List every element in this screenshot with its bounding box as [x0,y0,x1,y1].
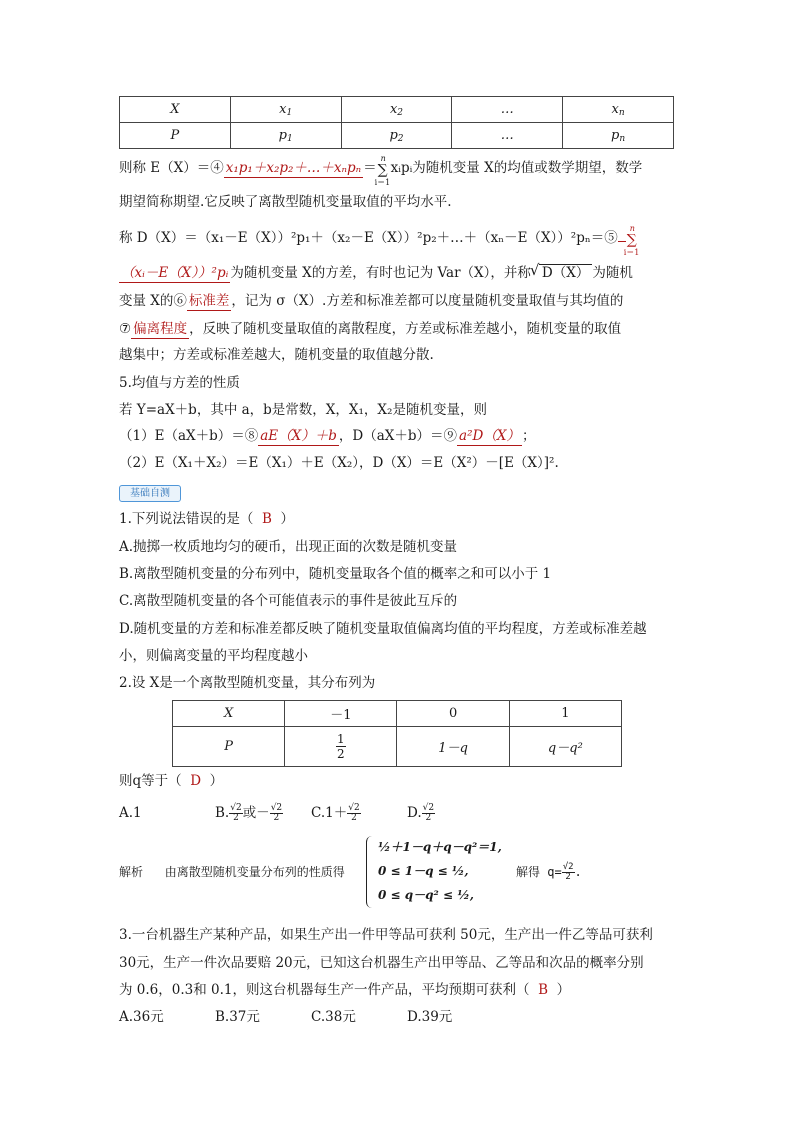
table1-cell: $x_2$ [341,97,452,123]
answer-7: 偏离程度 [133,321,188,337]
table2-cell: 1 [509,701,621,727]
table1-cell: $x_1$ [230,97,341,123]
sum-symbol: n ∑ i＝1 [374,153,391,187]
table2-header-x: X [173,701,285,727]
property-1: （1）E（aX＋b）＝⑧ aE（X）＋b ，D（aX＋b）＝⑨ a²D（X） ； [119,428,536,444]
section-heading: 5.均值与方差的性质 [119,375,240,391]
solution-label: 解析 由离散型随机变量分布列的性质得 [119,865,345,879]
answer-q3: B [538,982,549,998]
answer-q1: B [261,511,272,527]
equation-1: ½＋1－q＋q－q²＝1, [378,840,502,854]
distribution-table-1 [119,96,674,149]
sum-symbol: n ∑ i＝1 [623,223,640,257]
table1-cell: $x_n$ [563,97,674,123]
table2-cell: －1 [285,701,397,727]
table2-cell: 1－q [397,727,509,767]
dispersion-sentence: 越集中；方差或标准差越大，随机变量的取值越分散. [119,347,434,363]
table1-cell: $p_2$ [341,123,452,149]
table2-cell: 0 [397,701,509,727]
q2-option-c: C.1＋ $\frac{√2}{2}$ [311,803,360,823]
variance-formula: 称 D（X）＝（x₁－E（X））²p₁＋（x₂－E（X））²p₂＋…＋（xₙ－E（X））²pₙ＝⑤ n ∑ i＝1 [119,223,640,257]
table1-cell: … [452,97,563,123]
table1-header-p: P [120,123,231,149]
answer-4: x₁p₁＋x₂p₂＋…＋xₙpₙ [225,160,362,176]
q2-option-d: D. $\frac{√2}{2}$ [407,803,435,823]
expectation-note: 期望简称期望.它反映了离散型随机变量取值的平均水平. [119,194,452,210]
q1-option-c: C.离散型随机变量的各个可能值表示的事件是彼此互斥的 [119,593,458,609]
equation-2: 0 ≤ 1－q ≤ ½, [378,864,469,878]
deviation-sentence: ⑦ 偏离程度 ，反映了随机变量取值的离散程度，方差或标准差越小，随机变量的取值 [119,321,622,337]
answer-9: a²D（X） [459,428,520,444]
q1-option-d: D.随机变量的方差和标准差都反映了随机变量取值偏离均值的平均程度，方差或标准差越 [119,621,647,637]
property-2: （2）E（X₁＋X₂）＝E（X₁）＋E（X₂），D（X）＝E（X²）－[E（X）]². [119,455,559,471]
table2-cell-half: $\frac{1}{2}$ [285,727,397,767]
q3-option-b: B.37元 [215,1009,260,1025]
table1-header-x: X [120,97,231,123]
table1-cell: $p_n$ [563,123,674,149]
answer-6: 标准差 [188,293,230,309]
expectation-definition: 则称 E（X）＝④ x₁p₁＋x₂p₂＋…＋xₙpₙ ＝ n ∑ i＝1 xᵢpᵢ为随机变量 X的均值或数学期望，数学 [119,153,643,187]
table2-header-p: P [173,727,285,767]
question-3: 3.一台机器生产某种产品，如果生产出一件甲等品可获利 50元，生产出一件乙等品可获利 [119,927,653,943]
q3-option-a: A.36元 [119,1009,164,1025]
property-intro: 若 Y=aX＋b，其中 a，b是常数，X，X₁，X₂是随机变量，则 [119,402,487,418]
table2-cell: q－q² [509,727,621,767]
q1-option-a: A.抛掷一枚质地均匀的硬币，出现正面的次数是随机变量 [119,539,458,555]
q3-option-d: D.39元 [407,1009,453,1025]
distribution-table-2 [172,700,622,767]
table1-cell: $p_1$ [230,123,341,149]
variance-definition: （xᵢ－E（X））²pᵢ 为随机变量 X的方差，有时也记为 Var（X），并称√ D（X） 为随机 [119,263,633,283]
answer-5: （xᵢ－E（X））²pᵢ [121,265,229,281]
table1-cell: … [452,123,563,149]
solution-result: 解得 q= $\frac{√2}{2}$ . [516,862,582,882]
q2-option-a: A.1 [119,805,142,821]
answer-q2: D [190,773,202,789]
question-1: 1.下列说法错误的是（ B ） [119,511,294,527]
sqrt-variance: √ D（X） [539,264,592,281]
question-3-cont: 30元，生产一件次品要赔 20元，已知这台机器生产出甲等品、乙等品和次品的概率分别 [119,955,644,971]
q2-question: 则q等于（ D ） [119,773,224,789]
equation-3: 0 ≤ q－q² ≤ ½, [378,888,474,902]
section-badge: 基础自测 [119,485,181,502]
q3-option-c: C.38元 [311,1009,356,1025]
question-3-cont2: 为 0.6，0.3和 0.1，则这台机器每生产一件产品，平均预期可获利（ B ） [119,982,571,998]
q1-option-d-cont: 小，则偏离变量的平均程度越小 [119,648,308,664]
std-definition: 变量 X的⑥ 标准差 ，记为 σ（X）.方差和标准差都可以度量随机变量取值与其均值的 [119,293,624,309]
question-2: 2.设 X是一个离散型随机变量，其分布列为 [119,675,376,691]
q2-option-b: B. $\frac{√2}{2}$ 或－ $\frac{√2}{2}$ [215,803,283,823]
answer-8: aE（X）＋b [260,428,337,444]
q1-option-b: B.离散型随机变量的分布列中，随机变量取各个值的概率之和可以小于 1 [119,566,552,582]
equation-brace [366,836,375,908]
